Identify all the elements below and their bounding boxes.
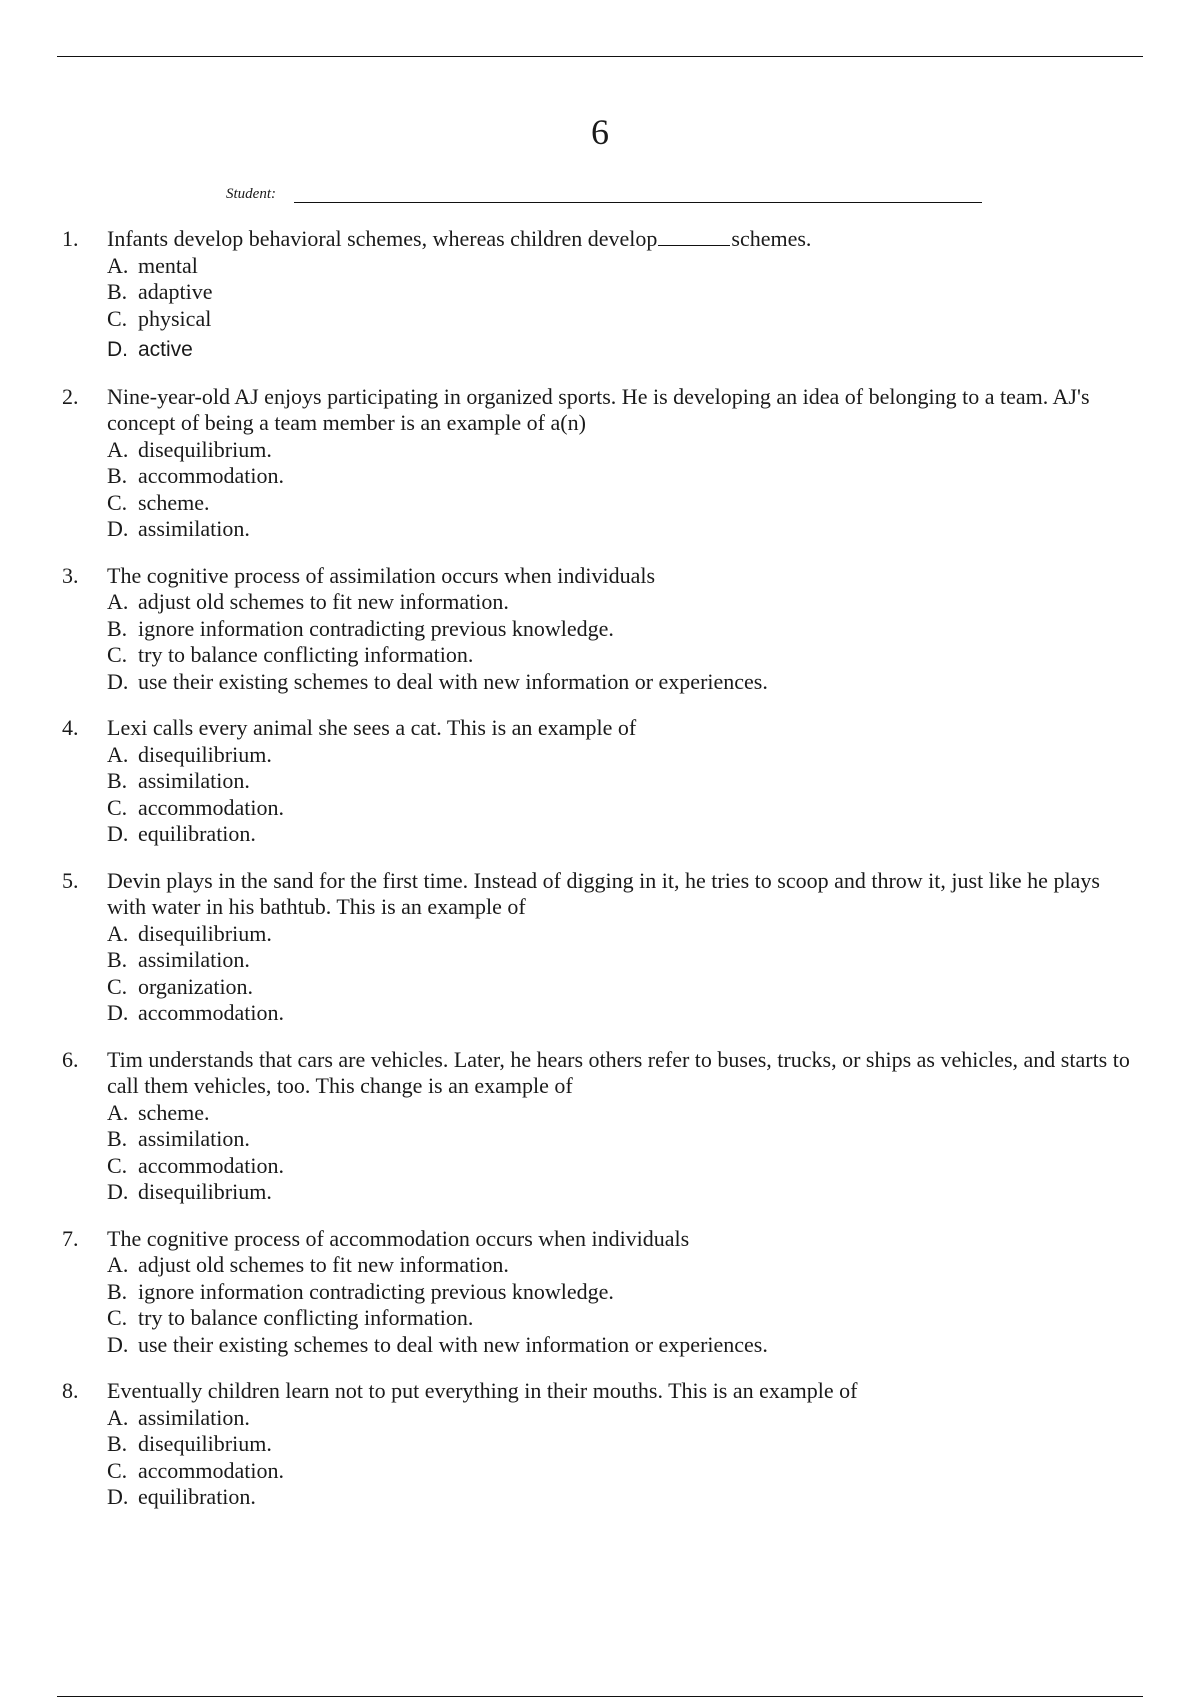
question-stem: Eventually children learn not to put everything in their mouths. This is an example of (107, 1378, 858, 1403)
choice-c[interactable]: C. physical (107, 305, 212, 331)
choice-b[interactable]: B. assimilation. (107, 768, 250, 793)
question-6 (62, 1047, 1142, 1206)
question-stem: Tim understands that cars are vehicles. Later, he hears others refer to buses, trucks, or ships as vehicles, and starts to call them vehicles, too. This change is an example of (107, 1046, 1130, 1098)
choice-c[interactable]: C. try to balance conflicting information. (107, 642, 474, 667)
student-name-line[interactable] (294, 202, 982, 203)
question-7 (62, 1226, 1142, 1359)
choice-b[interactable]: B. ignore information contradicting previous knowledge. (107, 615, 614, 641)
question-stem: The cognitive process of assimilation occurs when individuals (107, 562, 656, 588)
bottom-rule (57, 1696, 1143, 1697)
choice-c[interactable]: C. accommodation. (107, 794, 285, 820)
student-field (226, 182, 982, 206)
question-number: 1. (62, 226, 79, 251)
choice-c[interactable]: C. organization. (107, 973, 254, 999)
choice-c[interactable]: C. try to balance conflicting information. (107, 1305, 474, 1330)
choice-d[interactable]: D. accommodation. (107, 1000, 285, 1025)
choice-d[interactable]: D. equilibration. (107, 821, 256, 846)
choice-b[interactable]: B. ignore information contradicting previous knowledge. (107, 1278, 614, 1304)
choice-a[interactable]: A. mental (107, 252, 198, 278)
question-stem: Nine-year-old AJ enjoys participating in organized sports. He is developing an idea of belonging to a team. AJ's concept of being a team member is an example of a(n) (107, 383, 1090, 435)
top-rule (57, 56, 1143, 57)
question-number: 5. (62, 867, 79, 893)
question-number: 6. (62, 1046, 79, 1072)
question-3 (62, 563, 1142, 696)
question-stem (107, 226, 1142, 253)
choice-b[interactable]: B. accommodation. (107, 463, 285, 488)
choice-d[interactable]: D. use their existing schemes to deal with new information or experiences. (107, 1331, 768, 1357)
choice-a[interactable]: A. scheme. (107, 1099, 210, 1125)
question-1 (62, 226, 1142, 364)
choice-c[interactable]: C. scheme. (107, 489, 210, 515)
choice-d[interactable]: D. active (107, 338, 193, 361)
question-list (62, 226, 1142, 1531)
choice-a[interactable]: A. adjust old schemes to fit new information. (107, 1252, 509, 1277)
choice-b[interactable]: B. assimilation. (107, 1126, 250, 1151)
stem-before-blank: Infants develop behavioral schemes, whereas children develop (107, 226, 658, 251)
question-number: 3. (62, 562, 79, 588)
question-number: 2. (62, 383, 79, 409)
choice-a[interactable]: A. disequilibrium. (107, 741, 272, 767)
choice-c[interactable]: C. accommodation. (107, 1152, 285, 1178)
choice-b[interactable]: B. adaptive (107, 279, 213, 304)
choice-a[interactable]: A. disequilibrium. (107, 436, 272, 462)
question-stem: The cognitive process of accommodation occurs when individuals (107, 1225, 690, 1251)
choice-d[interactable]: D. equilibration. (107, 1484, 256, 1509)
question-stem: Devin plays in the sand for the first time. Instead of digging in it, he tries to scoop and throw it, just like he plays with water in his bathtub. This is an example of (107, 867, 1100, 919)
choice-a[interactable]: A. assimilation. (107, 1404, 250, 1430)
question-stem: Lexi calls every animal she sees a cat. This is an example of (107, 715, 637, 740)
choice-c[interactable]: C. accommodation. (107, 1457, 285, 1483)
choice-b[interactable]: B. assimilation. (107, 947, 250, 972)
student-label: Student: (226, 186, 276, 202)
choice-d[interactable]: D. use their existing schemes to deal with new information or experiences. (107, 668, 768, 694)
choice-b[interactable]: B. disequilibrium. (107, 1431, 272, 1456)
question-2 (62, 384, 1142, 543)
question-4 (62, 715, 1142, 848)
page-number: 6 (591, 112, 609, 152)
question-5 (62, 868, 1142, 1027)
question-number: 8. (62, 1378, 79, 1403)
choice-d[interactable]: D. disequilibrium. (107, 1179, 272, 1204)
choice-d[interactable]: D. assimilation. (107, 516, 250, 541)
question-8 (62, 1378, 1142, 1511)
fill-in-blank (658, 229, 730, 246)
stem-after-blank: schemes. (731, 226, 812, 251)
choice-a[interactable]: A. disequilibrium. (107, 920, 272, 946)
question-number: 4. (62, 715, 79, 740)
question-number: 7. (62, 1225, 79, 1251)
choice-a[interactable]: A. adjust old schemes to fit new information. (107, 589, 509, 614)
